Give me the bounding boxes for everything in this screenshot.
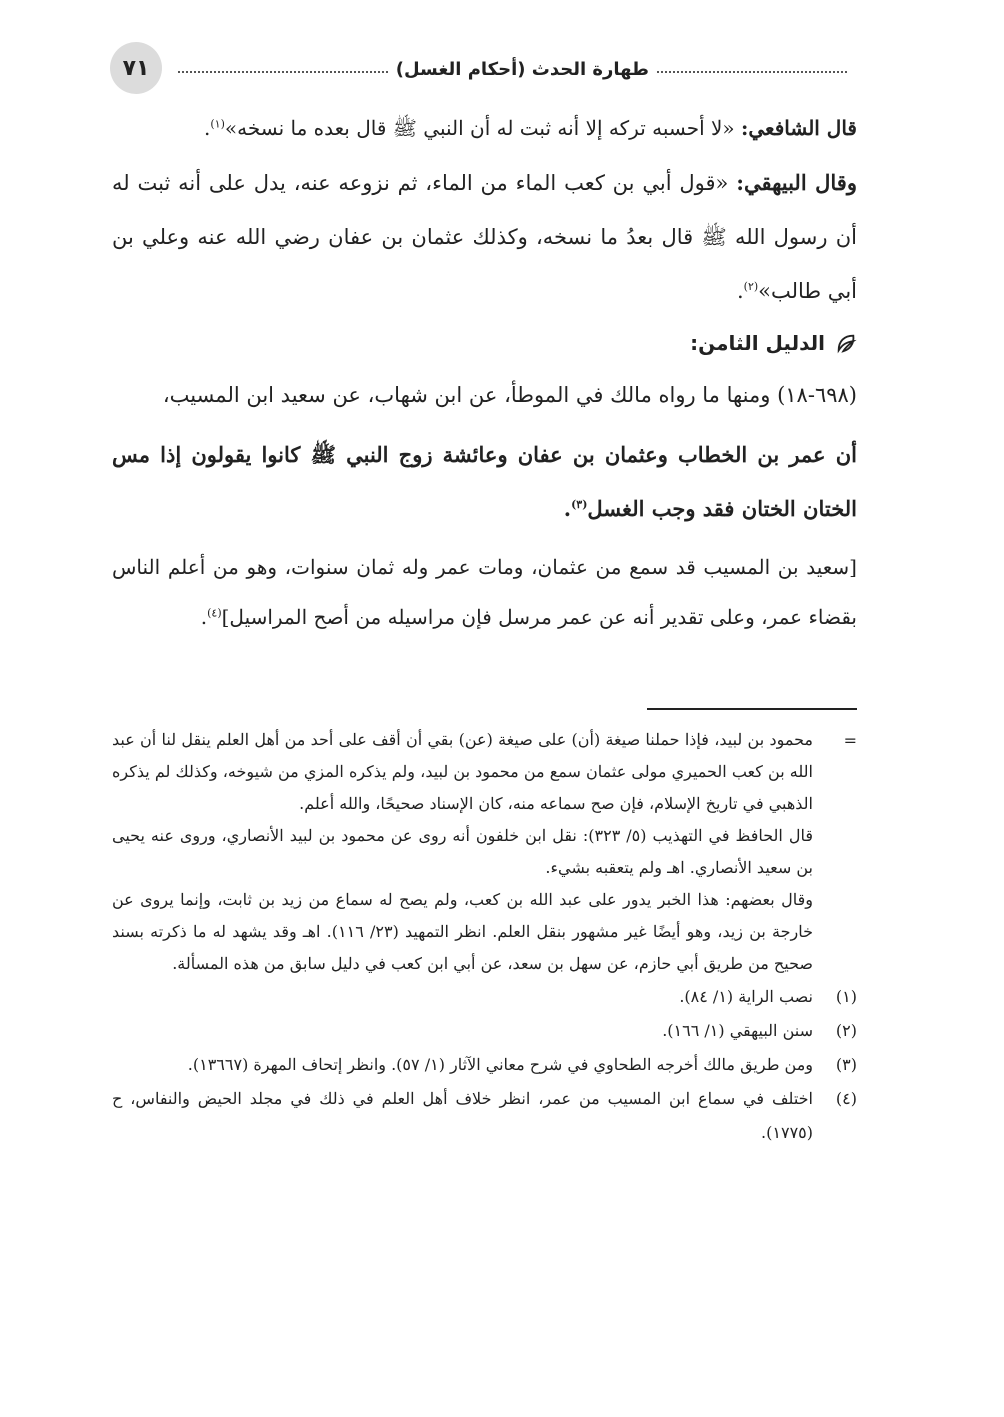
footnote-continued-text: محمود بن لبيد، فإذا حملنا صيغة (أن) على صيغة (عن) بقي أن أقف على أحد من أهل العلم ينقل لنا أن عبد الله بن كعب الحميري مولى عثمان سمع من محمود بن لبيد، ولم يذكره المزي من شيوخه، وكذلك لم يذكره الذهبي في تاريخ الإسلام، فإن صح سماعه منه، كان الإسناد صحيحًا، والله أعلم. (112, 730, 813, 813)
period: . (203, 116, 211, 140)
section-heading (112, 318, 857, 368)
footnote-number: (٣) (835, 1055, 857, 1074)
bayhaqi-quote: «قول أبي بن كعب الماء من الماء، ثم نزوعه عنه، يدل على أنه ثبت له أن رسول الله ﷺ قال بعدُ ما نسخه، وكذلك عثمان بن عفان رضي الله عنه وعلي بن أبي طالب» (112, 171, 857, 303)
footnote-separator (647, 708, 857, 710)
continuation-marker: = (843, 731, 857, 750)
footnote-ref-3: (٣) (571, 498, 588, 511)
footnotes-section (112, 708, 857, 1150)
leaf-ornament-icon (835, 332, 857, 354)
header-dots-left (178, 71, 388, 73)
footnote-text: اختلف في سماع ابن المسيب من عمر، انظر خلاف أهل العلم في ذلك في مجلد الحيض والنفاس، ح (١٧٧٥). (112, 1089, 813, 1142)
hadith-matn: أن عمر بن الخطاب وعثمان بن عفان وعائشة زوج النبي ﷺ كانوا يقولون إذا مس الختان الختان فقد وجب الغسل (112, 442, 857, 521)
main-text (112, 108, 857, 662)
footnote-item (112, 1048, 857, 1082)
header-title-row (178, 54, 847, 84)
bayhaqi-label: وقال البيهقي: (736, 170, 857, 195)
footnote-number: (١) (835, 987, 857, 1006)
footnote-item (112, 1082, 857, 1150)
footnote-rule-wrap (112, 708, 857, 710)
shafii-label: قال الشافعي: (741, 116, 857, 140)
footnote-para-3: وقال بعضهم: هذا الخبر يدور على عبد الله بن كعب، ولم يصح له سماع من زيد بن ثابت، وإنما يروى عن خارجة بن زيد، وهو أيضًا غير مشهور بنقل العلم. انظر التمهيد (٢٣/ ١١٦). اهـ وقد يشهد له ما ذكرته بسند صحيح من طريق أبي حازم، عن سهل بن سعد، عن أبي ابن كعب في دليل سابق من هذه المسألة. (112, 890, 814, 973)
period: . (200, 605, 208, 629)
footnote-item (112, 980, 857, 1014)
footnote-text: سنن البيهقي (١/ ١٦٦). (662, 1021, 813, 1040)
page-header (112, 42, 857, 98)
shafii-quote: «لا أحسبه تركه إلا أنه ثبت له أن النبي ﷺ قال بعده ما نسخه» (224, 116, 741, 140)
footnote-ref-2: (٢) (743, 280, 759, 293)
footnote-text: نصب الراية (١/ ٨٤). (679, 987, 813, 1006)
paragraph-shafii (112, 108, 857, 148)
footnote-ref-1: (١) (210, 117, 225, 131)
period: . (563, 496, 572, 521)
footnote-number: (٢) (835, 1021, 857, 1040)
footnote-number: (٤) (835, 1089, 857, 1108)
footnote-ref-4: (٤) (207, 606, 222, 620)
hadith-text (112, 428, 857, 536)
header-dots-right (657, 71, 847, 73)
footnote-para-2: قال الحافظ في التهذيب (٥/ ٣٢٣): نقل ابن خلفون أنه روى عن محمود بن لبيد الأنصاري، وروى عنه يحيى بن سعيد الأنصاري. اهـ ولم يتعقبه بشيء. (112, 826, 813, 877)
paragraph-comment (112, 542, 857, 642)
footnote-continued (112, 724, 857, 980)
footnote-item (112, 1014, 857, 1048)
comment-text: [سعيد بن المسيب قد سمع من عثمان، ومات عمر وله ثمان سنوات، وهو من أعلم الناس بقضاء عمر، وعلى تقدير أنه عن عمر مرسل فإن مراسيله من أصح المراسيل] (112, 555, 857, 629)
paragraph-isnad: (٦٩٨-١٨) ومنها ما رواه مالك في الموطأ، عن ابن شهاب، عن سعيد ابن المسيب، (162, 383, 857, 407)
footnote-text: ومن طريق مالك أخرجه الطحاوي في شرح معاني الآثار (١/ ٥٧). وانظر إتحاف المهرة (١٣٦٦٧). (187, 1055, 813, 1074)
period: . (736, 279, 744, 303)
running-title: طهارة الحدث (أحكام الغسل) (395, 58, 649, 80)
heading-text: الدليل الثامن: (690, 331, 825, 355)
paragraph-bayhaqi (112, 156, 857, 318)
page-number: ٧١ (110, 42, 162, 94)
